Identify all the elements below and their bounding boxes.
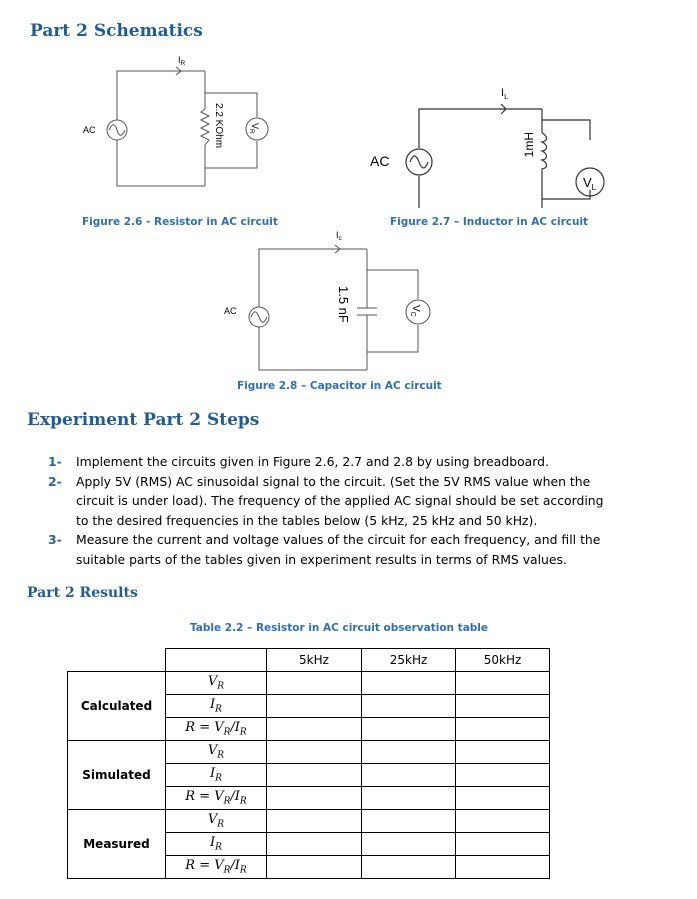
wire <box>367 270 418 299</box>
ac-label: AC <box>370 153 390 169</box>
table-cell[interactable] <box>456 695 550 718</box>
observation-table <box>67 648 550 879</box>
section-title-schematics: Part 2 Schematics <box>30 21 203 41</box>
figure-2-8-caption: Figure 2.8 – Capacitor in AC circuit <box>237 380 442 392</box>
table-cell[interactable] <box>267 833 362 856</box>
svg-text:VR: $V_R$ <box>248 123 260 134</box>
table-row <box>68 810 550 833</box>
wire <box>205 141 257 168</box>
table-cell[interactable] <box>267 718 362 741</box>
wire <box>542 120 590 140</box>
wire <box>117 71 205 120</box>
table-cell[interactable] <box>456 787 550 810</box>
wire <box>367 325 418 352</box>
step-text: Apply 5V (RMS) AC sinusoidal signal to the circuit. (Set the 5V RMS value when the <box>76 473 591 489</box>
group-label-calculated: Calculated <box>68 672 166 741</box>
svg-text:VC: $V_C$ <box>409 305 421 317</box>
column-header-5khz: 5kHz <box>267 649 362 672</box>
table-header-row <box>68 649 550 672</box>
table-cell[interactable] <box>362 741 456 764</box>
table-cell[interactable] <box>362 718 456 741</box>
table-cell[interactable] <box>456 718 550 741</box>
table-cell[interactable] <box>267 695 362 718</box>
table-cell[interactable] <box>362 695 456 718</box>
sine-wave-icon <box>410 156 428 168</box>
svg-text:IR: $I_R$ <box>178 55 186 67</box>
quantity-cell: $I_R$ <box>166 764 267 787</box>
table-cell[interactable] <box>362 856 456 879</box>
figure-2-7-schematic <box>360 78 620 208</box>
section-title-results: Part 2 Results <box>27 585 138 601</box>
quantity-cell: $I_R$ <box>166 833 267 856</box>
table-cell[interactable] <box>267 810 362 833</box>
step-text: Measure the current and voltage values of the circuit for each frequency, and fill the <box>76 532 601 547</box>
table-cell[interactable] <box>267 787 362 810</box>
svg-text:VL: $V_L$ <box>583 175 597 192</box>
wire <box>117 140 205 186</box>
table-cell[interactable] <box>456 672 550 695</box>
svg-text:Ic: $I_c$ <box>336 230 342 242</box>
table-cell[interactable] <box>456 856 550 879</box>
quantity-cell: $R = V_R/I_R$ <box>166 856 267 879</box>
column-header-25khz: 25kHz <box>362 649 456 672</box>
table-cell[interactable] <box>456 741 550 764</box>
sine-wave-icon <box>251 312 267 323</box>
figure-2-7-caption: Figure 2.7 – Inductor in AC circuit <box>390 216 589 228</box>
table-row <box>68 672 550 695</box>
sine-wave-icon <box>109 125 125 136</box>
capacitor-value: 1.5 nF <box>336 286 351 323</box>
quantity-cell: $R = V_R/I_R$ <box>166 718 267 741</box>
table-cell[interactable] <box>362 672 456 695</box>
table-cell[interactable] <box>456 810 550 833</box>
group-label-simulated: Simulated <box>68 741 166 810</box>
group-label-measured: Measured <box>68 810 166 879</box>
resistor-symbol <box>201 109 209 145</box>
wire <box>205 93 257 117</box>
empty-corner <box>68 649 166 672</box>
wire <box>259 327 367 370</box>
inductor-value: 1mH <box>522 132 536 158</box>
table-row <box>68 741 550 764</box>
step-number: 2- <box>48 473 62 489</box>
quantity-cell: $V_R$ <box>166 672 267 695</box>
step-number: 3- <box>48 532 62 547</box>
figure-2-6-caption: Figure 2.6 - Resistor in AC circuit <box>82 216 278 228</box>
svg-text:IL: $I_L$ <box>501 87 509 101</box>
table-cell[interactable] <box>362 787 456 810</box>
quantity-cell: $R = V_R/I_R$ <box>166 787 267 810</box>
column-header <box>166 649 267 672</box>
table-caption: Table 2.2 – Resistor in AC circuit observation table <box>190 622 489 634</box>
step-text: circuit is under load). The frequency of the applied AC signal should be set according <box>76 493 604 508</box>
step-text: suitable parts of the tables given in experiment results in terms of RMS values. <box>76 551 567 567</box>
table-cell[interactable] <box>362 764 456 787</box>
table-cell[interactable] <box>267 856 362 879</box>
resistor-value: 2.2 KOhm <box>213 103 224 149</box>
table-cell[interactable] <box>267 741 362 764</box>
ac-label: AC <box>83 125 96 135</box>
step-text: to the desired frequencies in the tables below (5 kHz, 25 kHz and 50 kHz). <box>76 512 538 528</box>
step-number: 1- <box>48 454 62 469</box>
inductor-symbol <box>542 133 547 180</box>
column-header-50khz: 50kHz <box>456 649 550 672</box>
quantity-cell: $V_R$ <box>166 810 267 833</box>
quantity-cell: $I_R$ <box>166 695 267 718</box>
section-title-steps: Experiment Part 2 Steps <box>27 410 260 430</box>
step-text: Implement the circuits given in Figure 2.6, 2.7 and 2.8 by using breadboard. <box>76 454 549 469</box>
table-cell[interactable] <box>362 810 456 833</box>
steps-list <box>48 452 648 572</box>
table-cell[interactable] <box>456 833 550 856</box>
table-cell[interactable] <box>362 833 456 856</box>
wire <box>419 176 542 208</box>
figure-2-6-schematic <box>75 55 295 195</box>
table-cell[interactable] <box>456 764 550 787</box>
quantity-cell: $V_R$ <box>166 741 267 764</box>
figure-2-8-schematic <box>215 225 455 375</box>
table-cell[interactable] <box>267 672 362 695</box>
table-cell[interactable] <box>267 764 362 787</box>
ac-label: AC <box>224 306 237 316</box>
